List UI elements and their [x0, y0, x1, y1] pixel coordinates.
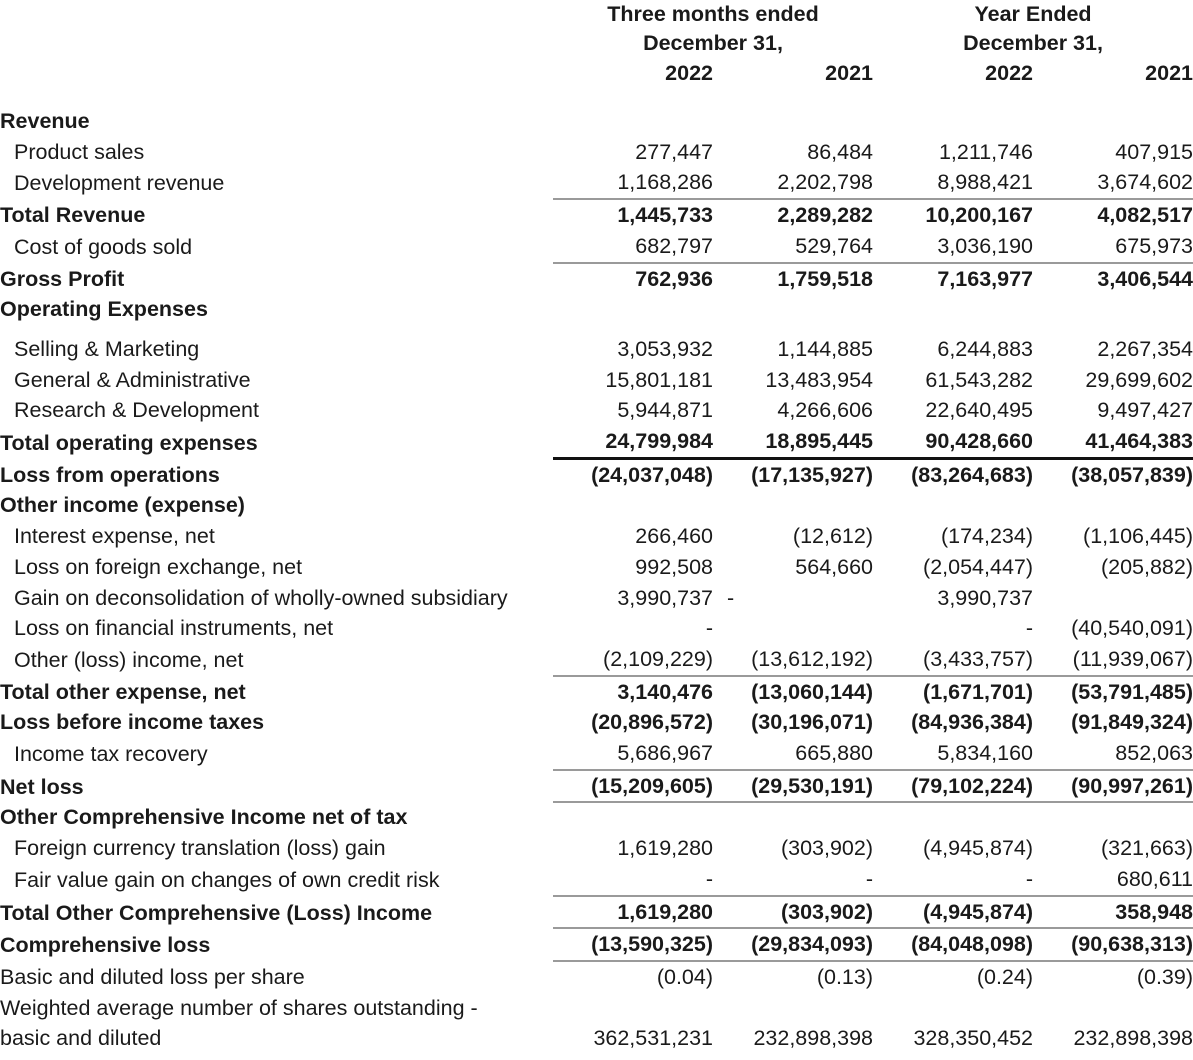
cell: (79,102,224) [873, 770, 1033, 803]
spacer-cell [0, 325, 1193, 334]
header-group-three-months [553, 0, 873, 58]
table-row [0, 199, 1193, 231]
row-label-selling-marketing: Selling & Marketing [14, 336, 200, 361]
cell [1033, 106, 1193, 137]
cell [553, 106, 713, 137]
row-label-basic-diluted-loss-per-share: Basic and diluted loss per share [0, 964, 305, 989]
cell [553, 490, 713, 521]
row-label-other-income-expense: Other income (expense) [0, 493, 245, 518]
cell: 3,990,737 [937, 585, 1034, 610]
cell: (84,048,098) [873, 928, 1033, 961]
table-row [0, 521, 1193, 552]
cell: 665,880 [795, 741, 874, 766]
table-row [0, 106, 1193, 137]
table-row [0, 993, 1193, 1024]
row-label-weighted-average-shares-line2: basic and diluted [0, 1026, 162, 1051]
cell: 1,168,286 [617, 170, 713, 195]
header-group-year-ended [873, 0, 1193, 58]
cell: (91,849,324) [1071, 710, 1193, 735]
cell: (1,671,701) [873, 676, 1033, 708]
cell: (24,037,048) [553, 458, 713, 490]
cell: 3,406,544 [1033, 263, 1193, 295]
header-year-y-2021: 2021 [1145, 61, 1193, 85]
header-year-y-2022: 2022 [985, 61, 1034, 85]
row-label-total-other-expense-net: Total other expense, net [0, 679, 246, 704]
cell: - [1025, 866, 1034, 891]
cell: 2,202,798 [777, 170, 874, 195]
row-label-cost-of-goods-sold: Cost of goods sold [14, 234, 193, 259]
row-label-research-development: Research & Development [14, 398, 259, 423]
cell: 1,759,518 [713, 263, 873, 295]
cell: (13,060,144) [713, 676, 873, 708]
cell [713, 294, 873, 325]
cell: (53,791,485) [1033, 676, 1193, 708]
cell: (29,530,191) [713, 770, 873, 803]
cell [1033, 993, 1193, 1024]
cell: 86,484 [807, 139, 874, 164]
cell [713, 490, 873, 521]
cell [873, 993, 1033, 1024]
cell: (30,196,071) [751, 710, 874, 735]
row-label-loss-foreign-exchange-net: Loss on foreign exchange, net [14, 554, 303, 579]
cell: (4,945,874) [873, 896, 1033, 929]
header-group-year-ended-line2: December 31, [963, 31, 1103, 55]
cell: 3,053,932 [617, 336, 713, 361]
cell: (205,882) [1100, 554, 1193, 579]
header-year-blank-cell [0, 58, 553, 98]
row-label-total-revenue: Total Revenue [0, 203, 146, 228]
row-label-gross-profit: Gross Profit [0, 266, 125, 291]
cell: 992,508 [635, 554, 713, 579]
cell: (0.04) [553, 961, 713, 993]
table-row [0, 896, 1193, 929]
cell: - [1025, 616, 1034, 641]
cell: (2,109,229) [603, 646, 713, 671]
cell [553, 294, 713, 325]
cell: (12,612) [792, 524, 874, 549]
cell: 1,445,733 [553, 199, 713, 231]
header-year-row [0, 58, 1193, 98]
header-group-row [0, 0, 1193, 58]
cell: - [727, 585, 735, 610]
cell: (303,902) [713, 896, 873, 929]
table-row [0, 802, 1193, 833]
row-label-weighted-average-shares-line1: Weighted average number of shares outstanding - [0, 995, 478, 1020]
cell: 277,447 [635, 139, 713, 164]
table-row [0, 334, 1193, 365]
row-label-income-tax-recovery: Income tax recovery [14, 742, 208, 767]
table-row [0, 490, 1193, 521]
cell: (1,106,445) [1083, 524, 1193, 549]
header-group-three-months-line1: Three months ended [607, 2, 819, 26]
cell: (174,234) [940, 524, 1034, 549]
cell: 407,915 [1115, 139, 1193, 164]
cell: (0.24) [873, 961, 1033, 993]
cell: 266,460 [635, 524, 713, 549]
cell [553, 993, 713, 1024]
table-row [0, 707, 1193, 738]
cell: 680,611 [1116, 866, 1193, 891]
cell: 10,200,167 [873, 199, 1033, 231]
table-body [0, 106, 1193, 1054]
cell [1033, 802, 1193, 833]
cell: 5,944,871 [617, 398, 713, 423]
header-year-q-2021: 2021 [825, 61, 874, 85]
row-label-general-administrative: General & Administrative [14, 367, 251, 392]
cell: 90,428,660 [925, 429, 1034, 454]
cell: (29,834,093) [713, 928, 873, 961]
table-row [0, 613, 1193, 644]
cell [713, 993, 873, 1024]
cell [713, 802, 873, 833]
cell: - [705, 616, 713, 641]
cell: 3,990,737 [617, 585, 713, 610]
cell: 13,483,954 [765, 367, 874, 392]
cell: 3,036,190 [937, 233, 1034, 258]
cell: 1,211,746 [938, 139, 1034, 164]
row-label-comprehensive-loss: Comprehensive loss [0, 933, 211, 958]
cell: 529,764 [795, 233, 874, 258]
table-row [0, 833, 1193, 864]
table-row [0, 263, 1193, 295]
cell: (4,945,874) [923, 836, 1034, 861]
cell: 358,948 [1033, 896, 1193, 929]
cell [713, 613, 873, 644]
cell: (0.39) [1033, 961, 1193, 993]
table-row [0, 231, 1193, 263]
cell: 232,898,398 [1073, 1026, 1193, 1051]
cell: 5,686,967 [617, 741, 713, 766]
cell: (15,209,605) [553, 770, 713, 803]
cell: (303,902) [780, 836, 874, 861]
cell: 1,619,280 [553, 896, 713, 929]
cell: 61,543,282 [925, 367, 1034, 392]
cell [1033, 490, 1193, 521]
cell: 4,082,517 [1033, 199, 1193, 231]
row-label-fair-value-gain-credit-risk: Fair value gain on changes of own credit risk [14, 867, 440, 892]
table-row [0, 928, 1193, 961]
row-label-other-loss-income-net: Other (loss) income, net [14, 647, 244, 672]
cell: (13,612,192) [751, 646, 874, 671]
cell: 1,144,885 [777, 336, 874, 361]
header-group-year-ended-line1: Year Ended [974, 2, 1092, 26]
table-row [0, 583, 1193, 614]
cell: 15,801,181 [605, 367, 713, 392]
table-row [0, 365, 1193, 396]
cell: 24,799,984 [605, 429, 713, 454]
cell: (11,939,067) [1072, 646, 1193, 671]
cell: (38,057,839) [1033, 458, 1193, 490]
table-header [0, 0, 1193, 106]
table-row [0, 676, 1193, 708]
cell [873, 490, 1033, 521]
row-label-total-operating-expenses: Total operating expenses [0, 430, 258, 455]
row-label-interest-expense-net: Interest expense, net [14, 524, 215, 549]
cell: 5,834,160 [937, 741, 1034, 766]
table-row [0, 738, 1193, 770]
cell: (40,540,091) [1071, 616, 1193, 641]
cell: (20,896,572) [591, 710, 713, 735]
cell: (3,433,757) [923, 646, 1034, 671]
cell: 328,350,452 [913, 1026, 1034, 1051]
header-spacer-row [0, 98, 1193, 106]
cell: 232,898,398 [753, 1026, 874, 1051]
row-label-operating-expenses: Operating Expenses [0, 297, 208, 322]
cell: 29,699,602 [1085, 367, 1193, 392]
cell: (13,590,325) [553, 928, 713, 961]
row-label-product-sales: Product sales [14, 139, 145, 164]
cell: 762,936 [553, 263, 713, 295]
cell [553, 802, 713, 833]
cell: 852,063 [1115, 741, 1193, 766]
row-label-other-comprehensive-income: Other Comprehensive Income net of tax [0, 805, 408, 830]
cell: (90,638,313) [1033, 928, 1193, 961]
row-label-net-loss: Net loss [0, 774, 84, 799]
header-year-q-2022: 2022 [665, 61, 713, 85]
table-row [0, 961, 1193, 993]
cell: 4,266,606 [777, 398, 874, 423]
cell: 6,244,883 [937, 336, 1034, 361]
cell: 3,140,476 [553, 676, 713, 708]
row-label-revenue: Revenue [0, 109, 90, 133]
cell: (321,663) [1100, 836, 1193, 861]
cell: 2,289,282 [713, 199, 873, 231]
table-row [0, 770, 1193, 803]
cell [713, 106, 873, 137]
table-row [0, 395, 1193, 426]
cell: (17,135,927) [713, 458, 873, 490]
cell [1033, 294, 1193, 325]
header-blank-cell [0, 0, 553, 58]
row-label-loss-before-income-taxes: Loss before income taxes [0, 710, 265, 735]
cell: 564,660 [795, 554, 874, 579]
table-row [0, 294, 1193, 325]
cell: 3,674,602 [1097, 170, 1193, 195]
cell: (84,936,384) [911, 710, 1034, 735]
row-label-loss-from-operations: Loss from operations [0, 462, 220, 487]
header-group-three-months-line2: December 31, [643, 31, 783, 55]
cell: 7,163,977 [873, 263, 1033, 295]
cell: (0.13) [713, 961, 873, 993]
cell [873, 294, 1033, 325]
table-row [0, 426, 1193, 458]
table-row [0, 552, 1193, 583]
table-row [0, 137, 1193, 168]
cell: 362,531,231 [593, 1026, 713, 1051]
cell [1033, 583, 1193, 614]
cell: - [705, 866, 713, 891]
table-row [0, 458, 1193, 490]
table-row [0, 864, 1193, 896]
cell: 675,973 [1115, 233, 1193, 258]
row-label-gain-deconsolidation: Gain on deconsolidation of wholly-owned subsidiary [14, 585, 508, 610]
row-label-loss-financial-instruments-net: Loss on financial instruments, net [14, 616, 334, 641]
cell: (2,054,447) [923, 554, 1034, 579]
row-label-foreign-currency-translation: Foreign currency translation (loss) gain [14, 836, 386, 861]
spacer-row [0, 325, 1193, 334]
row-label-total-other-comprehensive: Total Other Comprehensive (Loss) Income [0, 900, 433, 925]
table-row [0, 644, 1193, 676]
cell: 682,797 [635, 233, 713, 258]
cell [873, 802, 1033, 833]
cell: 1,619,280 [617, 836, 713, 861]
cell: - [865, 866, 874, 891]
cell: 22,640,495 [925, 398, 1034, 423]
table-row [0, 1023, 1193, 1054]
cell [873, 106, 1033, 137]
cell: 2,267,354 [1097, 336, 1193, 361]
row-label-development-revenue: Development revenue [14, 171, 225, 196]
cell: 9,497,427 [1097, 398, 1193, 423]
cell: 41,464,383 [1085, 429, 1193, 454]
cell: 8,988,421 [937, 170, 1034, 195]
table-row [0, 167, 1193, 199]
cell: (83,264,683) [873, 458, 1033, 490]
header-spacer-cell [0, 98, 1193, 106]
cell: (90,997,261) [1033, 770, 1193, 803]
cell: 18,895,445 [765, 429, 874, 454]
